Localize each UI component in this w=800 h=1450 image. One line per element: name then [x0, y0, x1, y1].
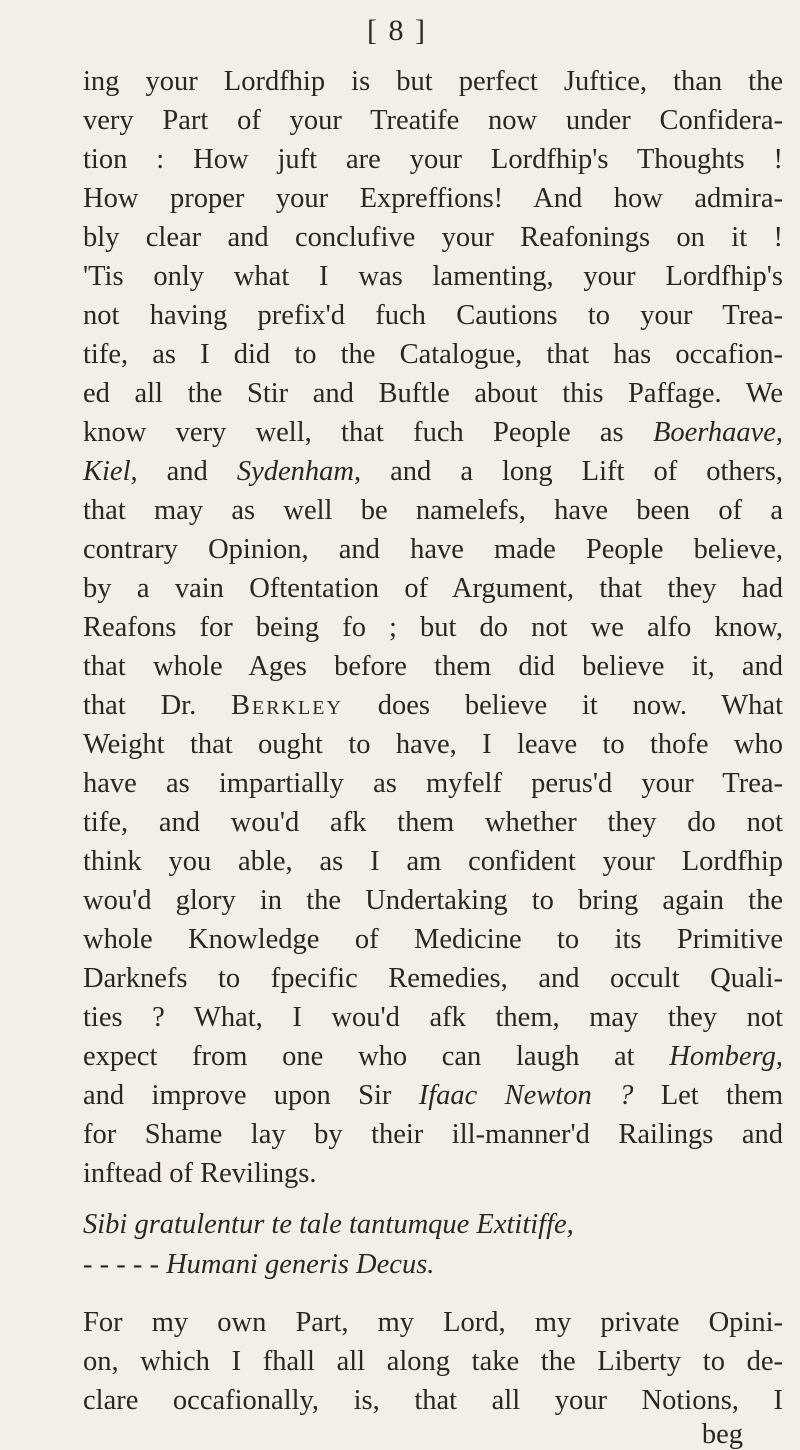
text-line: Darknefs to fpecific Remedies, and occult Quali-	[83, 963, 783, 994]
text-run: ,	[775, 417, 783, 448]
text-line: 'Tis only what I was lamenting, your Lordfhip's	[83, 261, 783, 292]
text-run: Let them	[633, 1080, 784, 1111]
text-line: bly clear and conclufive your Reafonings on it !	[83, 222, 783, 253]
text-run: , and	[130, 456, 237, 487]
verse-line: Sibi gratulentur te tale tantumque Extitiffe,	[83, 1209, 574, 1240]
text-line	[83, 452, 783, 491]
proper-name: Homberg	[669, 1041, 776, 1072]
text-line: ed all the Stir and Buftle about this Paffage. We	[83, 378, 783, 409]
text-line: wou'd glory in the Undertaking to bring again the	[83, 885, 783, 916]
text-line: on, which I fhall all along take the Liberty to de-	[83, 1346, 783, 1377]
text-line: clare occafionally, is, that all your Notions, I	[83, 1385, 783, 1416]
text-line: that may as well be namelefs, have been of a	[83, 495, 783, 526]
text-run: that Dr.	[83, 690, 232, 721]
latin-verse	[83, 1205, 783, 1285]
spacer	[83, 1285, 783, 1303]
text-run: does believe it now. What	[342, 690, 783, 721]
text-run: , and a long Lift of others,	[353, 456, 783, 487]
text-line: Reafons for being fo ; but do not we alfo know,	[83, 612, 783, 643]
text-line	[83, 686, 783, 725]
text-line: ing your Lordfhip is but perfect Juftice, than the	[83, 66, 783, 97]
text-line: ties ? What, I wou'd afk them, may they not	[83, 1002, 783, 1033]
proper-name: Sydenham	[236, 456, 354, 487]
text-run: know very well, that fuch People as	[83, 417, 653, 448]
text-line: not having prefix'd fuch Cautions to your Trea-	[83, 300, 783, 331]
text-line: by a vain Oftentation of Argument, that they had	[83, 573, 783, 604]
text-line: that whole Ages before them did believe it, and	[83, 651, 783, 682]
text-line: How proper your Expreffions! And how admira-	[83, 183, 783, 214]
paragraph-2	[83, 1303, 783, 1420]
text-run: ,	[775, 1041, 783, 1072]
text-line: very Part of your Treatife now under Confidera-	[83, 105, 783, 136]
text-line: whole Knowledge of Medicine to its Primitive	[83, 924, 783, 955]
body-text	[83, 62, 783, 1450]
catchword: beg	[701, 1419, 743, 1450]
proper-name: Ifaac Newton ?	[418, 1080, 634, 1111]
paragraph-1	[83, 62, 783, 1193]
proper-name: Kiel	[83, 456, 131, 487]
proper-name: Berkley	[231, 690, 343, 721]
text-line: contrary Opinion, and have made People believe,	[83, 534, 783, 565]
page-number: [ 8 ]	[367, 14, 427, 47]
text-line: tife, as I did to the Catalogue, that has occafion-	[83, 339, 783, 370]
text-line	[83, 413, 783, 452]
text-line: inftead of Revilings.	[83, 1158, 317, 1189]
text-line: have as impartially as myfelf perus'd your Trea-	[83, 768, 783, 799]
proper-name: Boerhaave	[652, 417, 776, 448]
text-line: think you able, as I am confident your Lordfhip	[83, 846, 783, 877]
text-run: and improve upon Sir	[83, 1080, 419, 1111]
text-line: for Shame lay by their ill-manner'd Railings and	[83, 1119, 783, 1150]
text-line: tife, and wou'd afk them whether they do not	[83, 807, 783, 838]
text-line: tion : How juft are your Lordfhip's Thoughts !	[83, 144, 783, 175]
text-line	[83, 1037, 783, 1076]
text-line	[83, 1076, 783, 1115]
verse-line: - - - - - Humani generis Decus.	[83, 1249, 435, 1280]
text-run: expect from one who can laugh at	[83, 1041, 670, 1072]
text-line: Weight that ought to have, I leave to thofe who	[83, 729, 783, 760]
text-line: For my own Part, my Lord, my private Opini-	[83, 1307, 783, 1338]
